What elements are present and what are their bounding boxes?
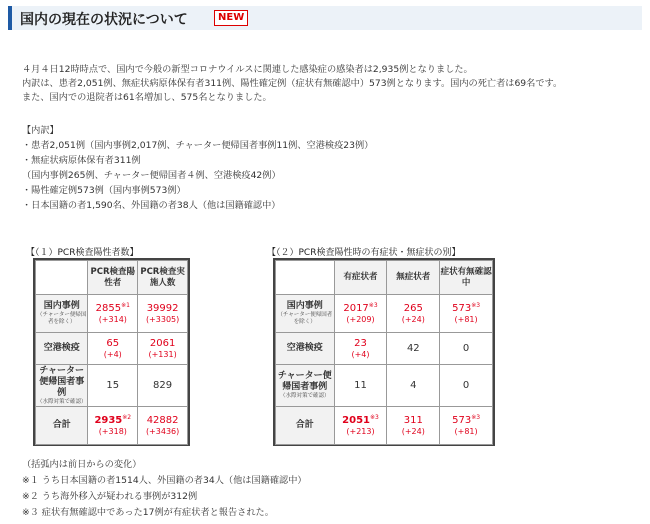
breakdown-item: ・日本国籍の者1,590名、外国籍の者38人（他は国籍確認中） (22, 200, 281, 211)
row-label: チャーター便帰国者事例 （水際対策で確認） (36, 365, 87, 405)
table-cell: 4 (387, 365, 440, 407)
table-row (276, 365, 493, 407)
table-cell: 829 (138, 365, 188, 407)
table2-caption: 【（２）PCR検査陽性時の有症状・無症状の別】 (267, 248, 461, 258)
table-cell: 42882 (+3436) (138, 407, 188, 445)
table-cell: 65 (+4) (88, 333, 138, 365)
table-cell: 11 (334, 365, 387, 407)
table-cell: 39992 (+3305) (138, 295, 188, 333)
table-row (276, 333, 493, 365)
table-cell: 42 (387, 333, 440, 365)
table1 (35, 260, 188, 445)
table-cell: 15 (88, 365, 138, 407)
table2 (275, 260, 493, 445)
table-row (276, 407, 493, 445)
table-cell: 23 (+4) (334, 333, 387, 365)
table-row (36, 295, 188, 333)
note-legend: （括弧内は前日からの変化） (22, 459, 142, 470)
footnote-2: ※２ うち海外移入が疑われる事例が312例 (22, 491, 198, 502)
table-cell: 0 (440, 333, 493, 365)
table-cell: 2935$^{※2}$ (+318) (88, 407, 138, 445)
table-cell: 573$^{※3}$ (+81) (440, 295, 493, 333)
table-cell: 265 (+24) (387, 295, 440, 333)
table2-col-asymptomatic: 無症状者 (387, 261, 440, 295)
footnote-1: ※１ うち日本国籍の者1514人、外国籍の者34人（他は国籍確認中） (22, 475, 307, 486)
table-row (36, 365, 188, 407)
section-title: 国内の現在の状況について (20, 12, 188, 28)
row-label: チャーター便帰国者事例 （水際対策で確認） (276, 365, 335, 407)
row-label: 国内事例 （チャーター便帰国者を除く） (36, 295, 88, 333)
breakdown-item: ・陽性確定例573例（国内事例573例） (22, 185, 186, 196)
table-cell: 2061 (+131) (138, 333, 188, 365)
table2-col-checking: 症状有無確認中 (440, 261, 493, 295)
table2-corner (276, 261, 335, 295)
table-cell: 2051$^{※3}$ (+213) (334, 407, 387, 445)
table-cell: 2855$^{※1}$ (+314) (88, 295, 138, 333)
intro-line-1: ４月４日12時時点で、国内で今般の新型コロナウイルスに関連した感染症の感染者は2,935例となりました。 (22, 64, 473, 75)
breakdown-item: ・患者2,051例（国内事例2,017例、チャーター便帰国者事例11例、空港検疫23例） (22, 140, 374, 151)
new-badge: NEW (214, 10, 248, 26)
breakdown-item: （国内事例265例、チャーター便帰国者４例、空港検疫42例） (22, 170, 281, 181)
table-row (276, 295, 493, 333)
table1-col-tested: PCR検査実施人数 (138, 261, 188, 295)
table1-col-positive: PCR検査陽性者 (88, 261, 138, 295)
table-cell: 2017$^{※3}$ (+209) (334, 295, 387, 333)
row-label: 空港検疫 (36, 333, 88, 365)
table-cell: 311 (+24) (387, 407, 440, 445)
row-label: 空港検疫 (276, 333, 335, 365)
intro-line-3: また、国内での退院者は61名増加し、575名となりました。 (22, 92, 272, 103)
footnote-3: ※３ 症状有無確認中であった17例が有症状者と報告された。 (22, 507, 274, 518)
row-label: 合計 (36, 407, 88, 445)
table-cell: 573$^{※3}$ (+81) (440, 407, 493, 445)
table2-col-symptomatic: 有症状者 (334, 261, 387, 295)
table-row (36, 333, 188, 365)
row-label: 合計 (276, 407, 335, 445)
section-header (8, 6, 642, 30)
table-row (36, 407, 188, 445)
breakdown-item: ・無症状病原体保有者311例 (22, 155, 141, 166)
breakdown-heading: 【内訳】 (22, 125, 59, 136)
intro-line-2: 内訳は、患者2,051例、無症状病原体保有者311例、陽性確定例（症状有無確認中）573例となります。国内の死亡者は69名です。 (22, 78, 563, 89)
table1-corner (36, 261, 88, 295)
row-label: 国内事例 （チャーター便帰国者を除く） (276, 295, 335, 333)
table1-caption: 【（１）PCR検査陽性者数】 (26, 248, 139, 258)
table-cell: 0 (440, 365, 493, 407)
